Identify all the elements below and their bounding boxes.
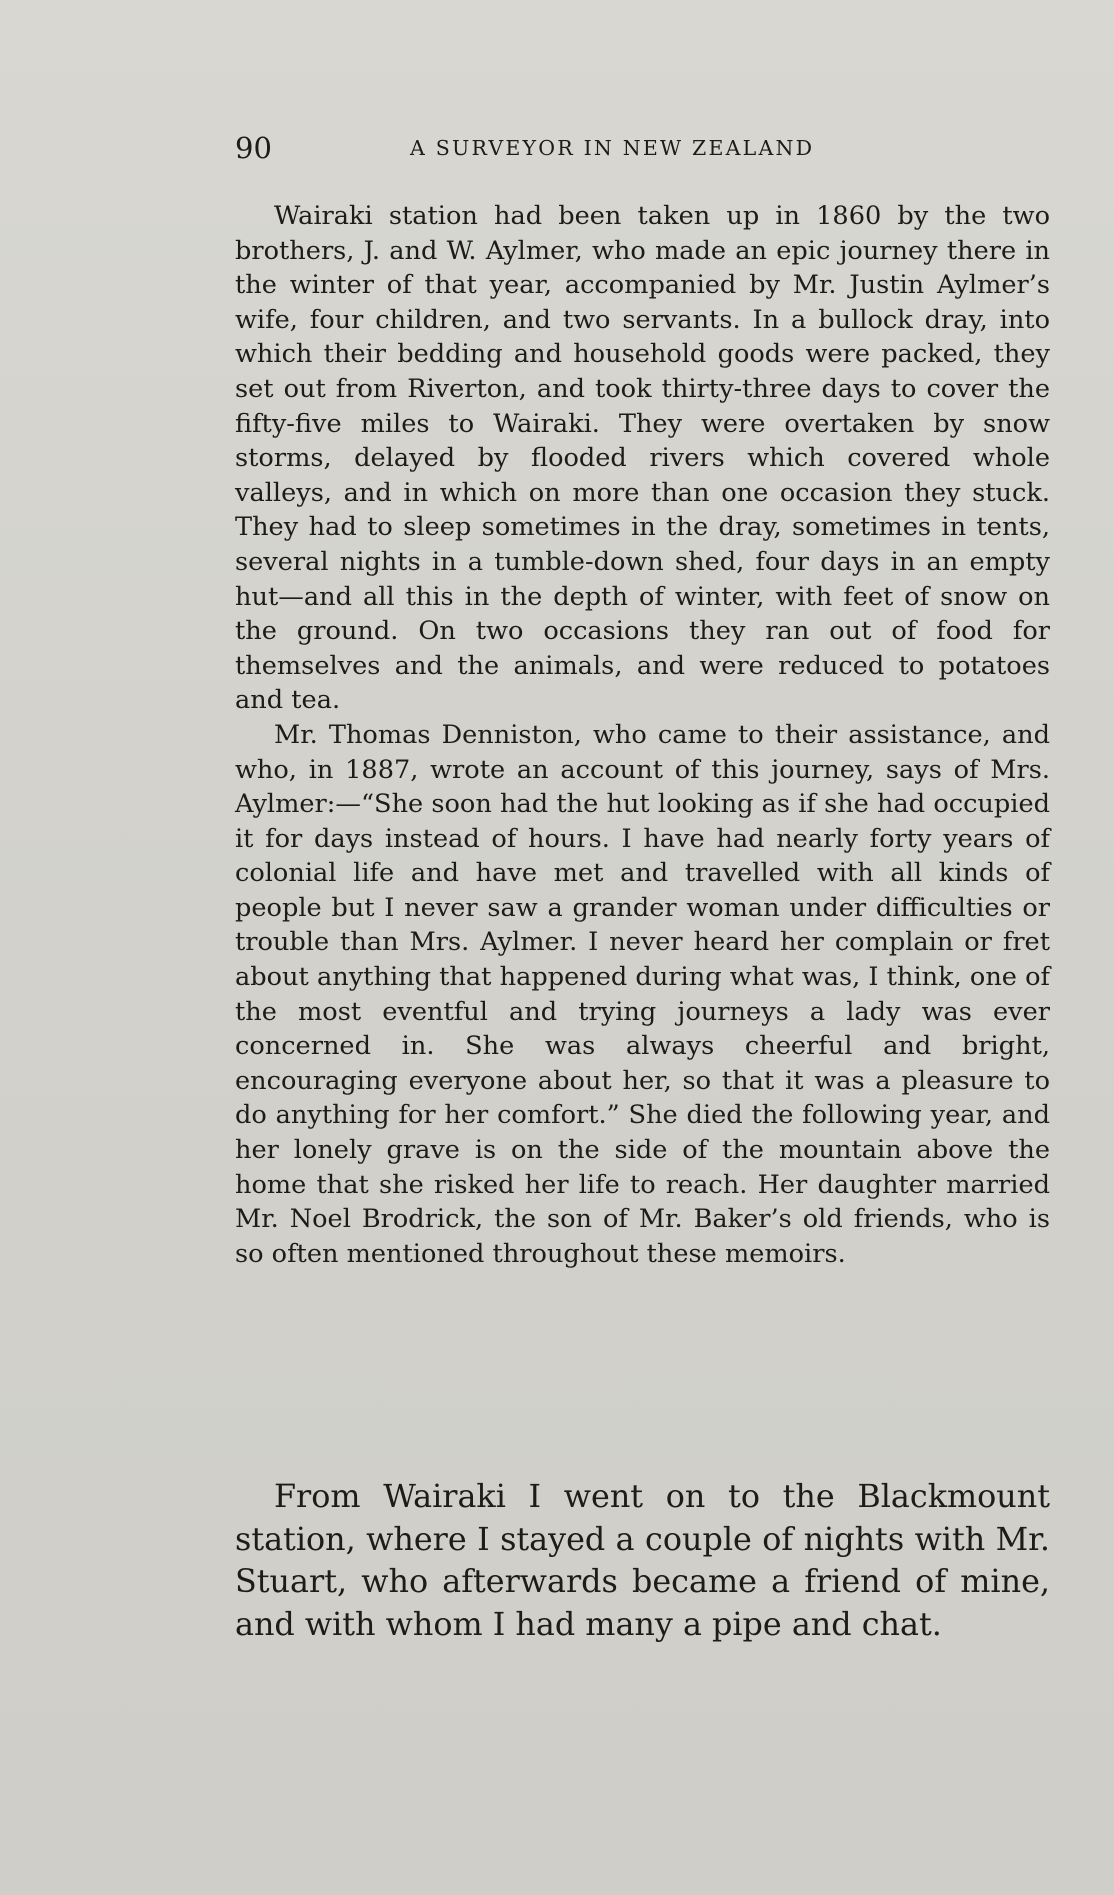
paragraph-denniston-account: Mr. Thomas Denniston, who came to their assistance, and who, in 1887, wrote an account of this journey, says of Mrs. Aylmer:—“She soon had the hut looking as if she had occupied it for days instead of hours. I have had nearly forty years of colonial life and have met and travelled with all kinds of people but I never saw a grander woman under difficulties or trouble than Mrs. Aylmer. I never heard her complain or fret about anything that happened during what was, I think, one of the most eventful and trying journeys a lady was ever concerned in. She was always cheerful and bright, encouraging everyone about her, so that it was a pleasure to do anything for her comfort.” She died the following year, and her lonely grave is on the side of the mountain above the home that she risked her life to reach. Her daughter married Mr. Noel Brodrick, the son of Mr. Baker’s old friends, who is so often mentioned throughout these memoirs. <box>235 719 1050 1269</box>
running-title: A SURVEYOR IN NEW ZEALAND <box>410 136 815 160</box>
running-head <box>235 128 1050 168</box>
body-text <box>235 199 1050 1271</box>
paragraph-wairaki-station: Wairaki station had been taken up in 1860 by the two brothers, J. and W. Aylmer, who made an epic journey there in the winter of that year, accompanied by Mr. Justin Aylmer’s wife, four children, and two servants. In a bullock dray, into which their bedding and household goods were packed, they set out from Riverton, and took thirty-three days to cover the fifty-five miles to Wairaki. They were overtaken by snow storms, delayed by flooded rivers which covered whole valleys, and in which on more than one occasion they stuck. They had to sleep sometimes in the dray, sometimes in tents, several nights in a tumble-down shed, four days in an empty hut—and all this in the depth of winter, with feet of snow on the ground. On two occasions they ran out of food for themselves and the animals, and were reduced to potatoes and tea. <box>235 201 1050 716</box>
page-number: 90 <box>235 131 272 165</box>
section-text <box>235 1476 1050 1646</box>
paragraph-blackmount: From Wairaki I went on to the Blackmount station, where I stayed a couple of nights with Mr. Stuart, who afterwards became a friend of mine, and with whom I had many a pipe and chat. <box>235 1478 1050 1643</box>
